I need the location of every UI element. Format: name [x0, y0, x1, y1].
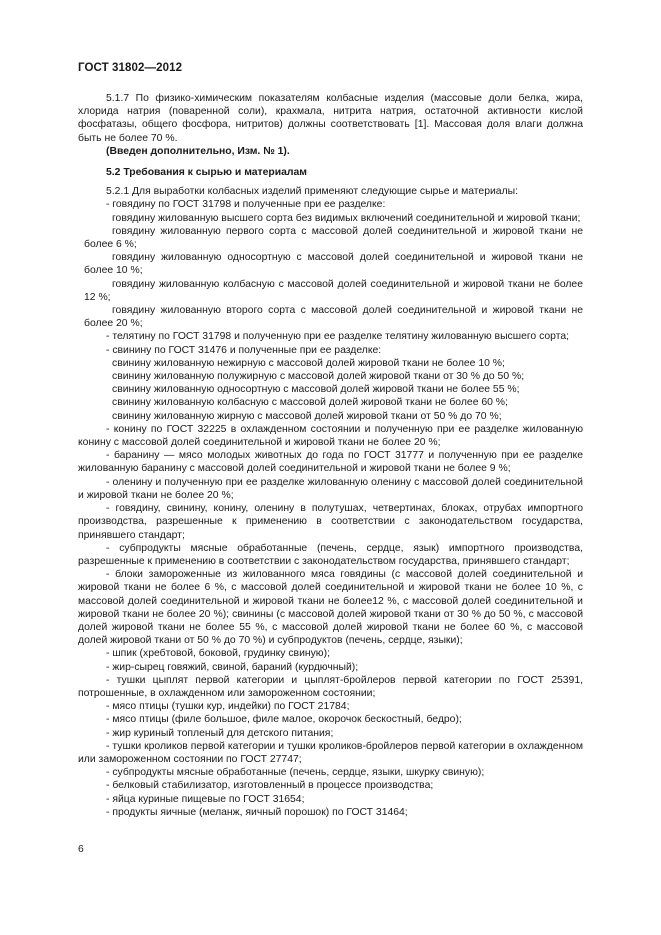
list-item-poultry-fillet: - мясо птицы (филе большое, филе малое, окорочок бескостный, бедро);	[106, 714, 462, 726]
list-item-imported-meat: - говядину, свинину, конину, оленину в полутушах, четвертинах, блоках, отрубах импортного производства, разрешенные к применению в соответствии с законодательством государства, принявшего стандарт;	[78, 503, 583, 541]
list-subitem: свинину жилованную нежирную с массовой долей жировой ткани не более 10 %;	[112, 357, 505, 369]
list-subitem: говядину жилованную первого сорта с массовой долей соединительной и жировой ткани не более 6 %;	[84, 225, 583, 251]
list-item-egg-products: - продукты яичные (меланж, яичный порошок) по ГОСТ 31464;	[106, 806, 408, 818]
list-item-chicken: - тушки цыплят первой категории и цыплят-бройлеров первой категории по ГОСТ 25391, потрошенные, в охлажденном или замороженном состоянии;	[78, 674, 583, 699]
list-item-frozen-blocks: - блоки замороженные из жилованного мяса говядины (с массовой долей соединительной и жировой ткани не более 6 %, с массовой долей соединительной и жировой ткани не более 10 %, с массовой долей соединительной и жировой ткани не более12 %, с массовой долей соединительной и жировой ткани не более 20 %); свинины (с массовой долей жировой ткани от 30 % до 50 %, с массовой долей жировой ткани не более 55 %, с массовой долей жировой ткани не более 60 %, с массовой долей жировой ткани от 50 % до 70 %) и субпродуктов (печень, сердце, языки);	[78, 569, 583, 647]
list-subitem: свинину жилованную односортную с массовой долей жировой ткани не более 55 %;	[112, 384, 520, 396]
list-subitem: говядину жилованную второго сорта с массовой долей соединительной и жировой ткани не более 20 %;	[84, 305, 583, 330]
list-item-poultry: - мясо птицы (тушки кур, индейки) по ГОСТ 21784;	[106, 701, 350, 713]
section-heading-5-2: 5.2 Требования к сырью и материалам	[106, 167, 307, 179]
list-item-pork: - свинину по ГОСТ 31476 и полученные при ее разделке:	[106, 344, 382, 356]
list-item-beef: - говядину по ГОСТ 31798 и полученные при ее разделке:	[106, 199, 386, 211]
list-item-imported-offal: - субпродукты мясные обработанные (печень, сердце, язык) импортного производства, разрешенные к применению в соответствии с законодательством государства, принявшего стандарт;	[78, 542, 583, 567]
list-item-veal: - телятину по ГОСТ 31798 и полученную при ее разделке телятину жилованную высшего сорта;	[106, 331, 570, 343]
amendment-note: (Введен дополнительно, Изм. № 1).	[106, 145, 290, 157]
list-subitem: свинину жилованную полужирную с массовой долей жировой ткани от 30 % до 50 %;	[112, 371, 525, 383]
list-item-fatback: - шпик (хребтовой, боковой, грудинку свиную);	[106, 648, 330, 660]
list-item-venison: - оленину и полученную при ее разделке жилованную оленину с массовой долей соединительной и жировой ткани не более 20 %;	[78, 476, 583, 501]
paragraph-5-2-1: 5.2.1 Для выработки колбасных изделий применяют следующие сырье и материалы:	[106, 186, 518, 198]
list-item-lamb: - баранину — мясо молодых животных до года по ГОСТ 31777 и полученную при ее разделке жилованную баранину с массовой долей соединительной и жировой ткани не более 9 %;	[78, 450, 583, 475]
list-item-eggs: - яйца куриные пищевые по ГОСТ 31654;	[106, 793, 305, 805]
page-number: 6	[78, 844, 84, 855]
list-subitem: свинину жилованную жирную с массовой долей жировой ткани от 50 % до 70 %;	[112, 410, 502, 422]
list-subitem: говядину жилованную колбасную с массовой долей соединительной и жировой ткани не более 12 %;	[84, 278, 583, 303]
list-subitem: говядину жилованную высшего сорта без видимых включений соединительной и жировой ткани;	[112, 212, 581, 224]
document-id-header: ГОСТ 31802—2012	[78, 62, 183, 74]
list-item-rabbit: - тушки кроликов первой категории и тушки кроликов-бройлеров первой категории в охлажденном или замороженном состоянии по ГОСТ 27747;	[78, 740, 583, 765]
list-item-protein-stabilizer: - белковый стабилизатор, изготовленный в процессе производства;	[106, 780, 434, 792]
list-item-horse-meat: - конину по ГОСТ 32225 в охлажденном состоянии и полученную при ее разделке жилованную конину с массовой долей соединительной и жировой ткани не более 20 %;	[78, 423, 583, 449]
list-item-offal: - субпродукты мясные обработанные (печень, сердце, языки, шкурку свиную);	[106, 767, 485, 779]
list-subitem: свинину жилованную колбасную с массовой долей жировой ткани не более 60 %;	[112, 397, 508, 409]
list-item-raw-fat: - жир-сырец говяжий, свиной, бараний (курдючный);	[106, 661, 359, 673]
paragraph-5-1-7: 5.1.7 По физико-химическим показателям колбасные изделия (массовые доли белка, жира, хлорида натрия (поваренной соли), крахмала, нитрита натрия, остаточной активности кислой фосфатазы, общего фосфора, нитритов) должны соответствовать [1]. Массовая доля влаги должна быть не более 70 %.	[78, 93, 583, 144]
document-body	[78, 92, 583, 819]
list-subitem: говядину жилованную односортную с массовой долей соединительной и жировой ткани не более 10 %;	[84, 252, 583, 277]
list-item-chicken-fat: - жир куриный топленый для детского питания;	[106, 727, 334, 739]
